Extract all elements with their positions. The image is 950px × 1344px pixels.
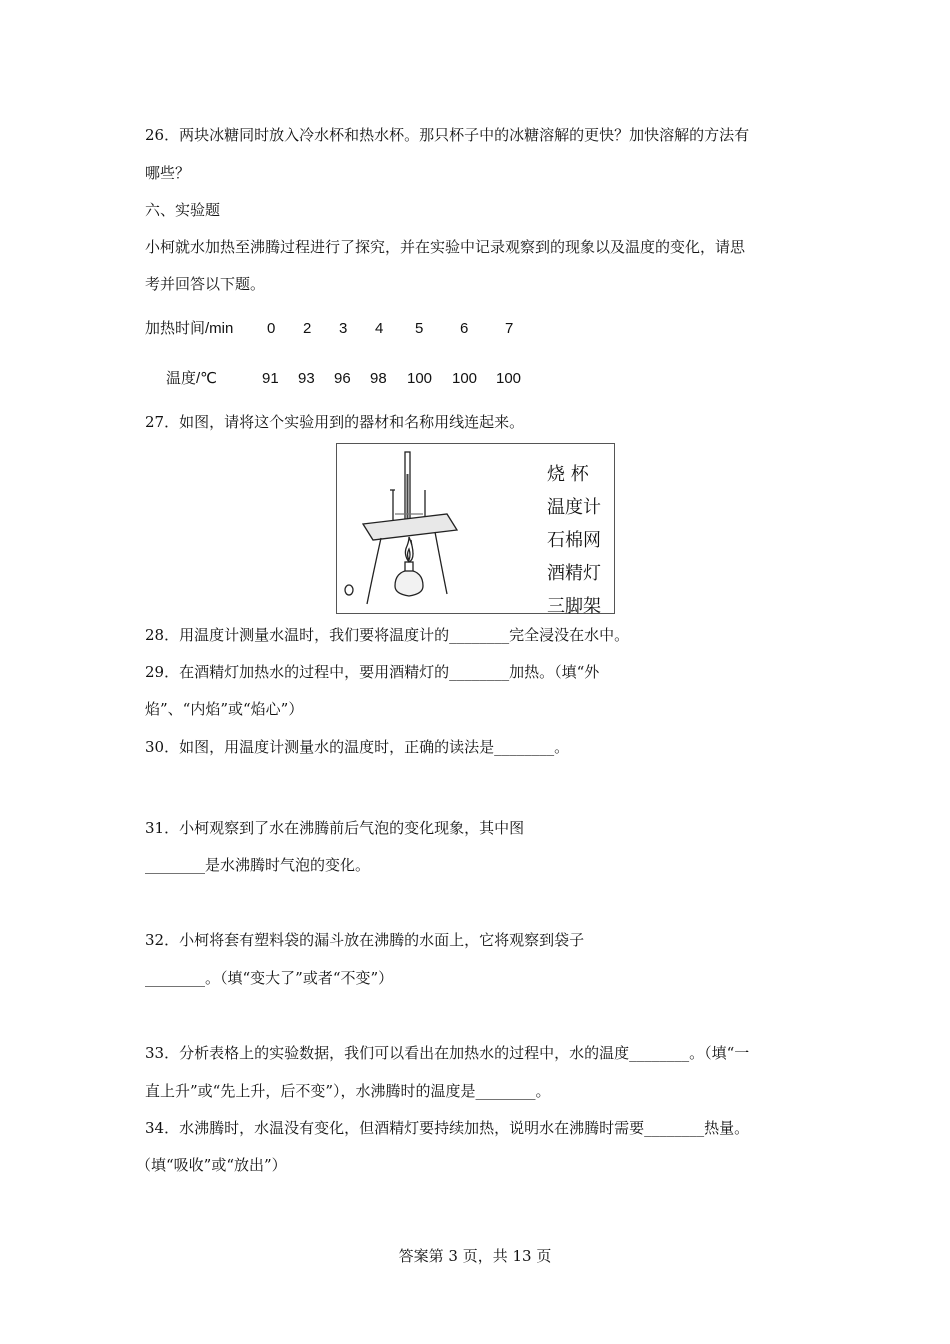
time-header: 加热时间/min: [145, 320, 234, 337]
temp-value: 100: [407, 370, 433, 387]
q34-line1: 34．水沸腾时，水温没有变化，但酒精灯要持续加热，说明水在沸腾时需要________热量。: [145, 1119, 750, 1137]
temp-value: 100: [496, 370, 522, 387]
q32-line2: ________。（填“变大了”或者“不变”）: [145, 969, 394, 987]
time-value: 4: [375, 320, 384, 337]
time-value: 5: [415, 320, 424, 337]
apparatus-labels: [547, 458, 601, 623]
temp-value: 100: [452, 370, 478, 387]
temp-header: 温度/℃: [166, 370, 218, 387]
q32-line1: 32．小柯将套有塑料袋的漏斗放在沸腾的水面上，它将观察到袋子: [145, 931, 585, 949]
time-value: 2: [303, 320, 312, 337]
q34-line2: （填“吸收”或“放出”）: [136, 1156, 287, 1174]
q26-line1: 26．两块冰糖同时放入冷水杯和热水杯。那只杯子中的冰糖溶解的更快？加快溶解的方法有: [145, 126, 750, 144]
q30: 30．如图，用温度计测量水的温度时，正确的读法是________。: [145, 738, 570, 756]
section-title: 六、实验题: [145, 201, 221, 219]
label-beaker: 烧 杯: [547, 464, 589, 485]
time-value: 3: [339, 320, 348, 337]
time-value: 0: [267, 320, 276, 337]
q26-line2: 哪些？: [145, 164, 191, 182]
wire-gauze-icon: [363, 514, 457, 540]
label-wire-gauze: 石棉网: [547, 530, 601, 551]
temp-value: 98: [370, 370, 387, 387]
temp-row: [145, 369, 705, 389]
q27: 27．如图，请将这个实验用到的器材和名称用线连起来。: [145, 413, 525, 431]
q31-line1: 31．小柯观察到了水在沸腾前后气泡的变化现象，其中图: [145, 819, 525, 837]
time-value: 7: [505, 320, 514, 337]
label-alcohol-lamp: 酒精灯: [547, 563, 601, 584]
temp-value: 96: [334, 370, 351, 387]
page-footer: 答案第 3 页，共 13 页: [398, 1247, 552, 1265]
q31-line2: ________是水沸腾时气泡的变化。: [145, 856, 371, 874]
q29-line2: 焰”、“内焰”或“焰心”）: [145, 700, 304, 718]
alcohol-lamp-icon: [395, 570, 423, 596]
label-thermometer: 温度计: [547, 497, 601, 518]
time-row: [145, 319, 705, 339]
intro-line1: 小柯就水加热至沸腾过程进行了探究，并在实验中记录观察到的现象以及温度的变化，请思: [145, 238, 746, 256]
intro-line2: 考并回答以下题。: [145, 275, 266, 293]
q28: 28．用温度计测量水温时，我们要将温度计的________完全浸没在水中。: [145, 626, 630, 644]
temp-value: 91: [262, 370, 279, 387]
label-tripod: 三脚架: [547, 596, 601, 617]
q33-line1: 33．分析表格上的实验数据，我们可以看出在加热水的过程中，水的温度________。（填“一: [145, 1044, 750, 1062]
time-value: 6: [460, 320, 469, 337]
q33-line2: 直上升”或“先上升，后不变”），水沸腾时的温度是________。: [145, 1082, 551, 1100]
lamp-cap-icon: [345, 585, 353, 595]
temp-value: 93: [298, 370, 315, 387]
apparatus-figure: [336, 443, 615, 617]
q29-line1: 29．在酒精灯加热水的过程中，要用酒精灯的________加热。（填“外: [145, 663, 600, 681]
